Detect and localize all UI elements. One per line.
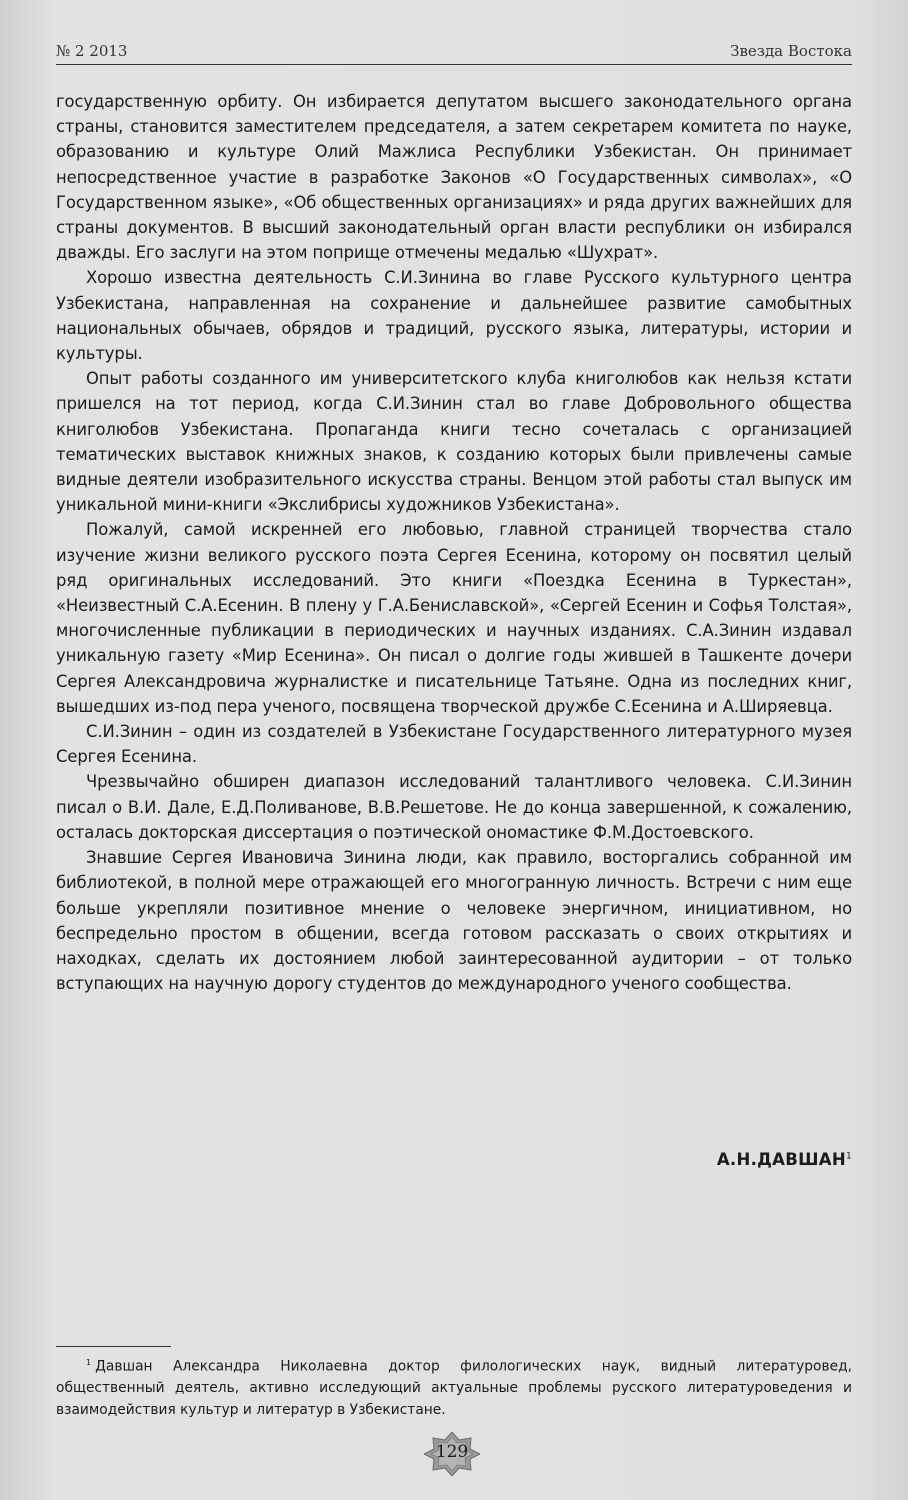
paragraph: Пожалуй, самой искренней его любовью, главной страницей творчества стало изучение жизни великого русского поэта Сергея Есенина, которому он посвятил целый ряд оригинальных исследований. Это книги «Поездка Есенина в Туркестан», «Неизвестный С.А.Есенин. В плену у Г.А.Бениславской», «Сергей Есенин и Софья Толстая», многочисленные публикации в периодических и научных изданиях. С.А.Зинин издавал уникальную газету «Мир Есенина». Он писал о долгие годы жившей в Ташкенте дочери Сергея Александровича журналистке и писательнице Татьяне. Одна из последних книг, вышедших из-под пера ученого, посвящена творческой дружбе С.Есенина и А.Ширяевца. <box>56 520 852 716</box>
journal-title: Звезда Востока <box>730 42 852 60</box>
author-signature <box>717 1150 852 1169</box>
footnote-number: 1 <box>86 1358 92 1367</box>
issue-number: № 2 2013 <box>56 42 128 60</box>
paragraph: Опыт работы созданного им университетского клуба книголюбов как нельзя кстати пришелся на тот период, когда С.И.Зинин стал во главе Добровольного общества книголюбов Узбекистана. Пропаганда книги тесно сочеталась с организацией тематических выставок книжных знаков, к созданию которых были привлечены самые видные деятели изобразительного искусства страны. Венцом этой работы стал выпуск им уникальной мини-книги «Экслибрисы художников Узбекистана». <box>56 369 852 515</box>
footnote <box>56 1352 852 1421</box>
author-name: А.Н.ДАВШАН <box>716 1150 846 1169</box>
page-number: 129 <box>435 1442 469 1462</box>
paragraph: Чрезвычайно обширен диапазон исследований талантливого человека. С.И.Зинин писал о В.И. Дале, Е.Д.Поливанове, В.В.Решетове. Не до конца завершенной, к сожалению, осталась докторская диссертация о поэтической ономастике Ф.М.Достоевского. <box>56 772 852 842</box>
article-body <box>56 89 852 996</box>
footnote-mark: 1 <box>845 1151 852 1162</box>
paragraph: С.И.Зинин – один из создателей в Узбекистане Государственного литературного музея Сергея Есенина. <box>56 722 852 767</box>
running-header <box>56 38 852 65</box>
paragraph: Хорошо известна деятельность С.И.Зинина во главе Русского культурного центра Узбекистана, направленная на сохранение и дальнейшее развитие самобытных национальных обычаев, обрядов и традиций, русского языка, литературы, истории и культуры. <box>56 268 852 364</box>
page-number-badge <box>424 1432 480 1476</box>
footnote-text: Давшан Александра Николаевна доктор филологических наук, видный литературовед, общественный деятель, активно исследующий актуальные проблемы русского литературоведения и взаимодействия культур и литератур в Узбекистане. <box>56 1358 852 1418</box>
paragraph: государственную орбиту. Он избирается депутатом высшего законодательного органа страны, становится заместителем председателя, а затем секретарем комитета по науке, образованию и культуре Олий Мажлиса Республики Узбекистан. Он принимает непосредственное участие в разработке Законов «О Государственных символах», «О Государственном языке», «Об общественных организациях» и ряда других важнейших для страны документов. В высший законодательный орган власти республики он избирался дважды. Его заслуги на этом поприще отмечены медалью «Шухрат». <box>56 92 852 263</box>
paragraph: Знавшие Сергея Ивановича Зинина люди, как правило, восторгались собранной им библиотекой, в полной мере отражающей его многогранную личность. Встречи с ним еще больше укрепляли позитивное мнение о человеке энергичном, инициативном, но беспредельно простом в общении, всегда готовом рассказать о своих открытиях и находках, сделать их достоянием любой заинтересованной аудитории – от только вступающих на научную дорогу студентов до международного ученого сообщества. <box>56 848 852 994</box>
footnote-divider <box>56 1346 171 1347</box>
